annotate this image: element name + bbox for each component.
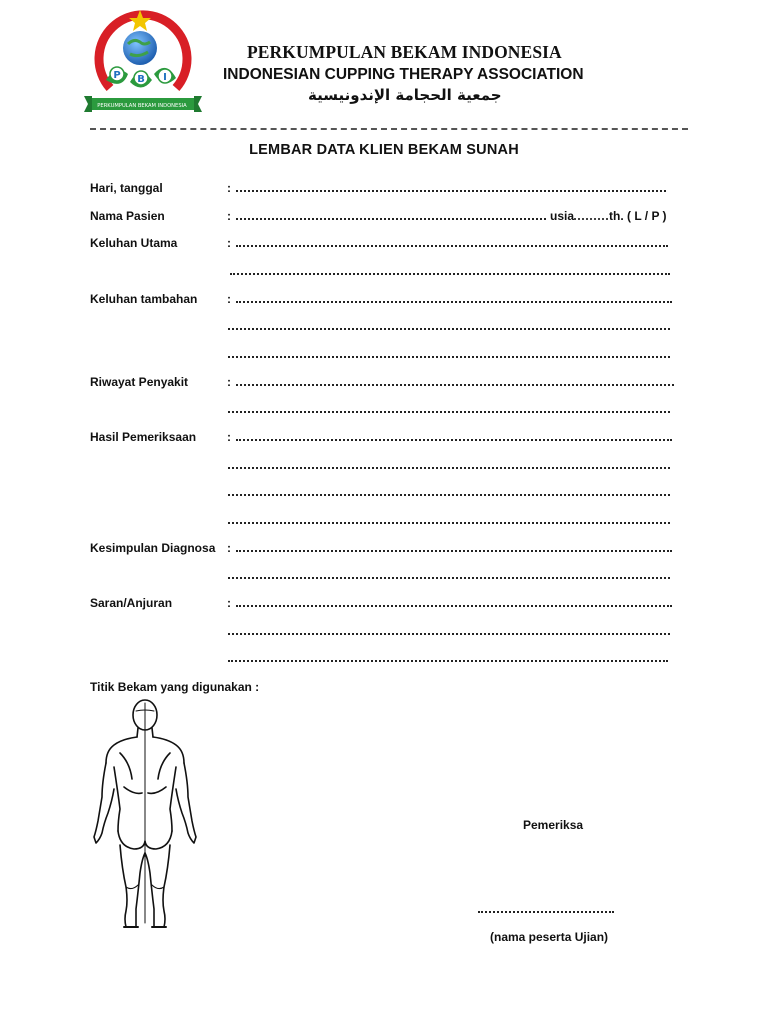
field-keluhan-tambahan — [0, 292, 768, 310]
field-hasil-pemeriksaan — [0, 430, 768, 448]
field-hari-tanggal — [0, 181, 768, 199]
colon: : — [227, 596, 231, 610]
field-saran-anjuran — [0, 596, 768, 614]
keluhan-tambahan-input-line2[interactable] — [228, 328, 670, 330]
usia-label: usia — [550, 209, 575, 223]
riwayat-penyakit-label: Riwayat Penyakit — [90, 375, 189, 389]
field-keluhan-tambahan-line3 — [0, 347, 768, 365]
human-body-back-icon[interactable] — [86, 697, 204, 937]
field-keluhan-tambahan-line2 — [0, 319, 768, 337]
saran-anjuran-input-line2[interactable] — [228, 633, 670, 635]
titik-bekam-label: Titik Bekam yang digunakan : — [90, 680, 260, 694]
kesimpulan-diagnosa-input[interactable] — [236, 550, 672, 552]
org-name-ar: جمعية الحجامة الإندونيسية — [308, 86, 502, 104]
saran-anjuran-input-line3[interactable] — [228, 660, 668, 662]
svg-text:PERKUMPULAN BEKAM INDONESIA: PERKUMPULAN BEKAM INDONESIA — [97, 103, 187, 109]
pbi-logo — [84, 10, 202, 114]
hari-tanggal-input[interactable] — [236, 190, 666, 192]
keluhan-tambahan-input[interactable] — [236, 301, 672, 303]
colon: : — [227, 375, 231, 389]
svg-text:I: I — [163, 72, 167, 83]
examiner-signature-line[interactable] — [478, 911, 614, 913]
usia-input[interactable] — [574, 218, 608, 220]
org-name-en: INDONESIAN CUPPING THERAPY ASSOCIATION — [223, 66, 584, 83]
colon: : — [227, 181, 231, 195]
field-riwayat-penyakit-line2 — [0, 402, 768, 420]
nama-pasien-label: Nama Pasien — [90, 209, 165, 223]
svg-text:B: B — [137, 74, 145, 85]
field-nama-pasien — [0, 209, 768, 227]
field-kesimpulan-diagnosa — [0, 541, 768, 559]
keluhan-utama-input-line2[interactable] — [230, 273, 670, 275]
examiner-name-caption: (nama peserta Ujian) — [490, 930, 609, 944]
hasil-pemeriksaan-input-line3[interactable] — [228, 494, 670, 496]
kesimpulan-diagnosa-input-line2[interactable] — [228, 577, 670, 579]
org-name-id: PERKUMPULAN BEKAM INDONESIA — [247, 42, 562, 62]
field-keluhan-utama-line2 — [0, 264, 768, 282]
keluhan-tambahan-label: Keluhan tambahan — [90, 292, 198, 306]
saran-anjuran-label: Saran/Anjuran — [90, 596, 173, 610]
field-saran-anjuran-line3 — [0, 651, 768, 669]
saran-anjuran-input[interactable] — [236, 605, 672, 607]
th-gender-label: th. ( L / P ) — [609, 209, 667, 223]
keluhan-utama-input[interactable] — [236, 245, 668, 247]
header-divider — [90, 128, 688, 130]
riwayat-penyakit-input[interactable] — [236, 384, 674, 386]
svg-text:P: P — [113, 70, 121, 81]
examiner-label: Pemeriksa — [523, 818, 584, 832]
form-title: LEMBAR DATA KLIEN BEKAM SUNAH — [249, 142, 519, 158]
nama-pasien-input[interactable] — [236, 218, 546, 220]
field-hasil-pemeriksaan-line2 — [0, 458, 768, 476]
hasil-pemeriksaan-input[interactable] — [236, 439, 672, 441]
kesimpulan-diagnosa-label: Kesimpulan Diagnosa — [90, 541, 216, 555]
globe-icon — [123, 31, 157, 65]
colon: : — [227, 236, 231, 250]
field-kesimpulan-diagnosa-line2 — [0, 568, 768, 586]
hasil-pemeriksaan-input-line2[interactable] — [228, 467, 670, 469]
field-riwayat-penyakit — [0, 375, 768, 393]
colon: : — [227, 292, 231, 306]
field-saran-anjuran-line2 — [0, 624, 768, 642]
hasil-pemeriksaan-label: Hasil Pemeriksaan — [90, 430, 197, 444]
colon: : — [227, 430, 231, 444]
field-keluhan-utama — [0, 236, 768, 254]
riwayat-penyakit-input-line2[interactable] — [228, 411, 670, 413]
field-hasil-pemeriksaan-line3 — [0, 485, 768, 503]
field-hasil-pemeriksaan-line4 — [0, 513, 768, 531]
colon: : — [227, 209, 231, 223]
keluhan-tambahan-input-line3[interactable] — [228, 356, 670, 358]
keluhan-utama-label: Keluhan Utama — [90, 236, 178, 250]
hasil-pemeriksaan-input-line4[interactable] — [228, 522, 670, 524]
colon: : — [227, 541, 231, 555]
hari-tanggal-label: Hari, tanggal — [90, 181, 163, 195]
